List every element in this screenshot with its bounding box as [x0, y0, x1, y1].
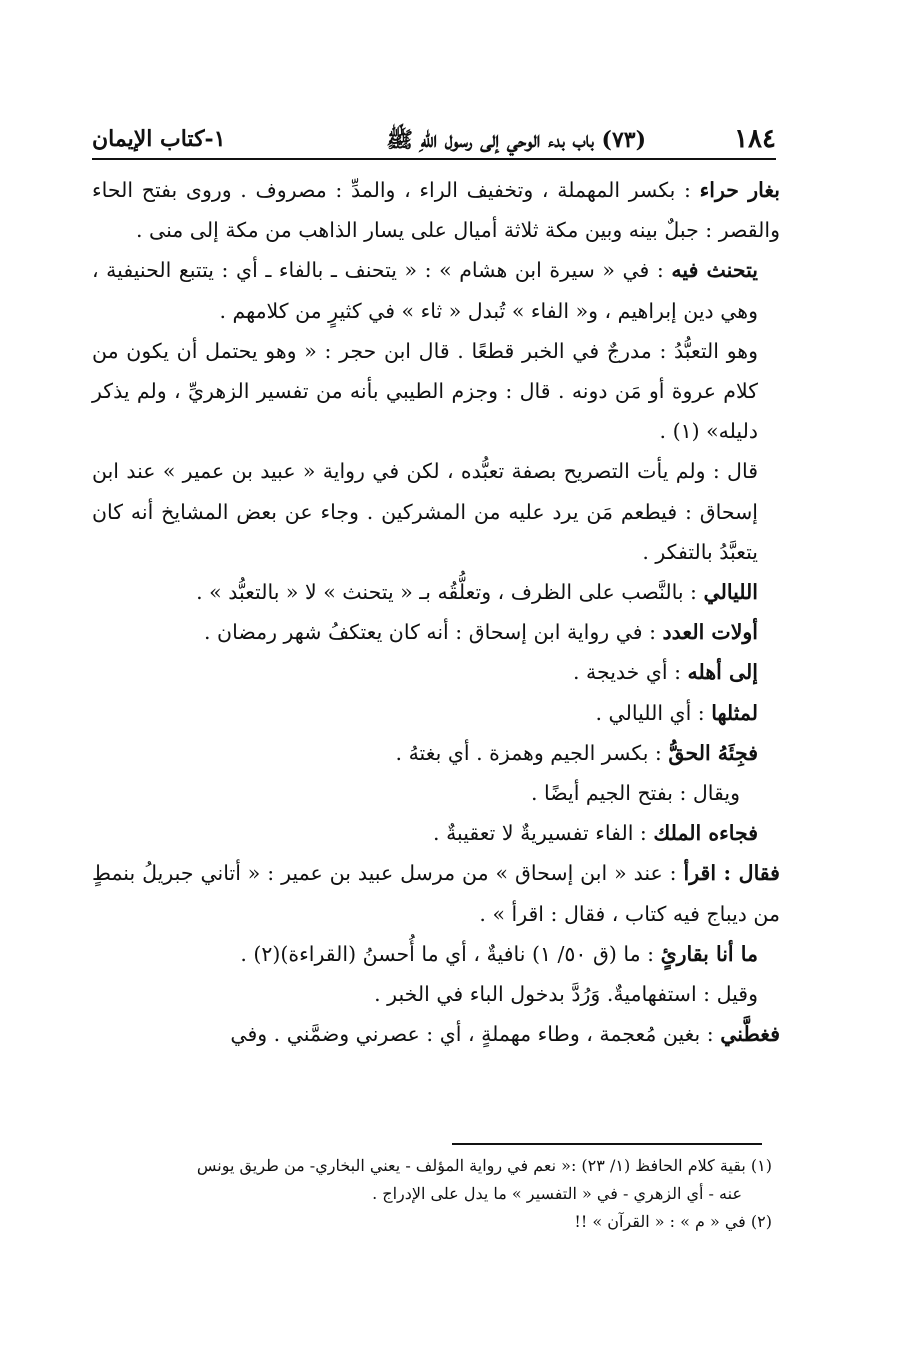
entry-text: : في « سيرة ابن هشام » : « يتحنف ـ بالفاء ـ أي : يتتبع الحنيفية ، وهي دين إبراهيم ، و« الفاء » تُبدل « ثاء » في كثيرٍ من كلامهم .: [92, 258, 758, 323]
paragraph: [92, 813, 780, 853]
paragraph: [92, 974, 780, 1014]
entry-text: وهو التعبُّدُ : مدرجٌ في الخبر قطعًا . قال ابن حجر : « وهو يحتمل أن يكون من كلام عروة أو مَن دونه . قال : وجزم الطيبي بأنه من تفسير الزهريِّ ، ولم يذكر دليله» (١) .: [92, 338, 758, 444]
entry-term: ما أنا بقارئٍ: [660, 941, 758, 966]
page-number: ١٨٤: [734, 124, 776, 154]
paragraph: [92, 934, 780, 974]
paragraph: [92, 853, 780, 933]
entry-term: الليالي: [703, 580, 758, 605]
entry-text: : بالنَّصب على الظرف ، وتعلُّقُه بـ « يتحنث » لا « بالتعبُّد » .: [196, 580, 697, 605]
book-title: ١-كتاب الإيمان: [92, 126, 226, 152]
paragraph: [92, 451, 780, 572]
entry-term: لمثلها: [711, 700, 758, 725]
entry-term: يتحنث فيه: [671, 258, 758, 283]
entry-text: : بغين مُعجمة ، وطاء مهملةٍ ، أي : عصرني وضمَّني . وفي: [230, 1022, 714, 1047]
footnote-1-continuation: عنه - أي الزهري - في « التفسير » ما يدل على الإدراج .: [372, 1184, 742, 1203]
entry-term: فجِئَهُ الحقُّ: [668, 740, 758, 765]
footnotes: [92, 1152, 772, 1236]
entry-text: : أي الليالي .: [595, 700, 705, 725]
entry-text: : بكسر المهملة ، وتخفيف الراء ، والمدِّ : مصروف . وروى بفتح الحاء والقصر : جبلٌ بينه وبين مكة ثلاثة أميال على يسار الذاهب من مكة إلى منى .: [92, 178, 780, 243]
entry-term: أولات العدد: [662, 620, 758, 645]
paragraph: [92, 572, 780, 612]
paragraph: [92, 773, 780, 813]
entry-text: ويقال : بفتح الجيم أيضًا .: [530, 781, 740, 806]
entry-term: فقال : اقرأ: [683, 861, 780, 886]
paragraph: [92, 170, 780, 250]
paragraph: [92, 331, 780, 452]
paragraph: [92, 693, 780, 733]
footnote-2: (٢) في « م » : « القرآن » !!: [574, 1212, 772, 1231]
paragraph: [92, 652, 780, 692]
entry-text: : بكسر الجيم وهمزة . أي بغتهُ .: [395, 740, 662, 765]
entry-text: وقيل : استفهاميةٌ. وَرُدَّ بدخول الباء في الخبر .: [374, 982, 758, 1007]
entry-term: فجاءه الملك: [653, 821, 758, 846]
footnote-divider: [452, 1143, 762, 1145]
running-header: [92, 118, 776, 160]
paragraph: [92, 733, 780, 773]
entry-term: فغطَّني: [720, 1022, 780, 1047]
entry-text: : ما (ق ٥٠/ ١) نافيةٌ ، أي ما أُحسنُ (القراءة)(٢) .: [240, 941, 655, 966]
entry-text: : في رواية ابن إسحاق : أنه كان يعتكفُ شهر رمضان .: [203, 620, 657, 645]
entry-text: : الفاء تفسيريةٌ لا تعقيبةٌ .: [433, 821, 647, 846]
entry-term: بغار حراء: [699, 178, 780, 202]
entry-term: إلى أهله: [687, 660, 758, 685]
entry-text: : أي خديجة .: [572, 660, 682, 685]
paragraph: [92, 250, 780, 330]
entry-text: : عند « ابن إسحاق » من مرسل عبيد بن عمير : « أتاني جبريلُ بنمطٍ من ديباج فيه كتاب ، فقال : اقرأ » .: [92, 861, 780, 926]
main-text: [92, 170, 780, 1054]
paragraph: [92, 612, 780, 652]
entry-text: قال : ولم يأت التصريح بصفة تعبُّده ، لكن في رواية « عبيد بن عمير » عند ابن إسحاق : فيطعم مَن يرد عليه من المشركين . وجاء عن بعض المشايخ أنه كان يتعبَّدُ بالتفكر .: [92, 459, 758, 564]
footnote-1: (١) بقية كلام الحافظ (١/ ٢٣) :« نعم في رواية المؤلف - يعني البخاري- من طريق يونس: [196, 1156, 772, 1175]
paragraph: [92, 1014, 780, 1054]
chapter-title: (٧٣) باب بدء الوحي إلى رسول اللّهِ ﷺ: [386, 127, 646, 153]
